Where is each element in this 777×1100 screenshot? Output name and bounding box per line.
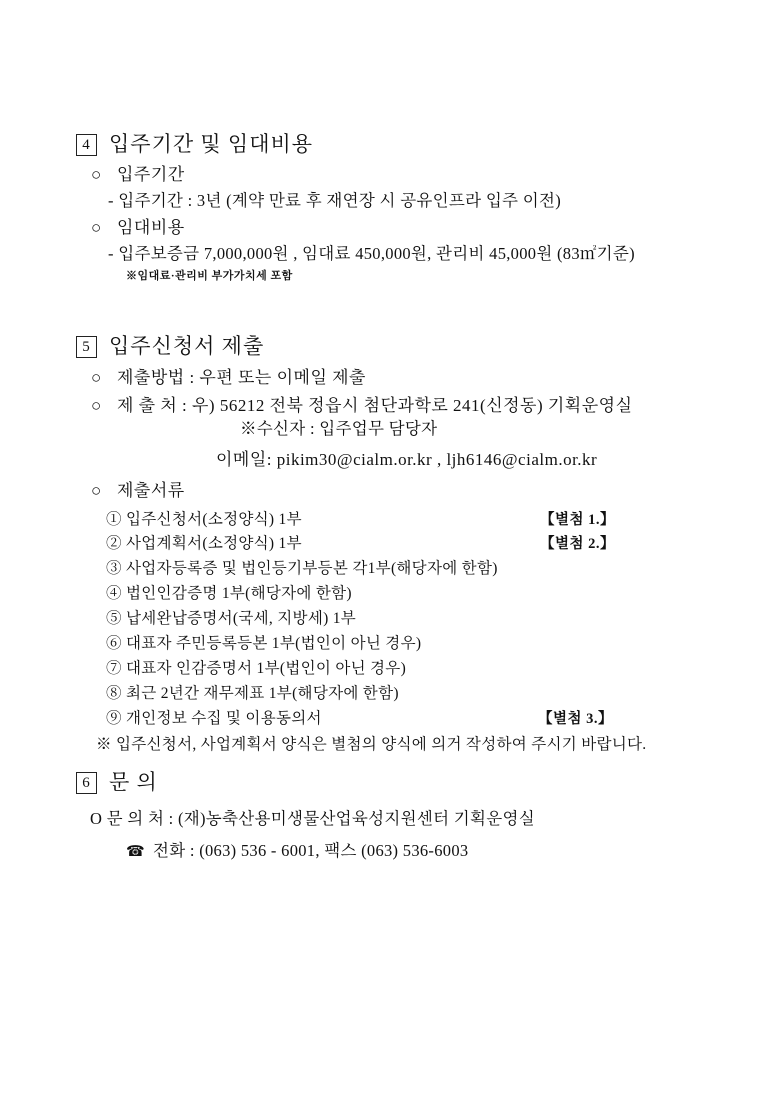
item-text: 대표자 인감증명서 1부(법인이 아닌 경우) bbox=[126, 660, 407, 677]
contact-line: O 문 의 처 : (재)농축산용미생물산업육성지원센터 기획운영실 bbox=[90, 809, 535, 828]
docs-heading bbox=[91, 476, 185, 501]
item-number: ⑥ bbox=[106, 635, 122, 652]
list-item bbox=[106, 556, 498, 578]
phone-icon: ☎ bbox=[126, 844, 145, 860]
period-heading bbox=[91, 160, 185, 185]
section-number-box: 6 bbox=[76, 772, 97, 794]
bullet: ○ bbox=[91, 368, 102, 387]
section-title-text: 입주신청서 제출 bbox=[109, 334, 265, 358]
item-text: 사업자등록증 및 법인등기부등본 각1부(해당자에 한함) bbox=[126, 560, 498, 577]
bullet: ○ bbox=[91, 481, 102, 500]
item-text: 법인인감증명 1부(해당자에 한함) bbox=[126, 585, 352, 602]
item-number: ④ bbox=[106, 585, 122, 602]
address-line-text: 제 출 처 : 우) 56212 전북 정읍시 첨단과학로 241(신정동) 기획운영실 bbox=[117, 396, 633, 415]
item-number: ⑤ bbox=[106, 610, 122, 627]
section-5-title bbox=[76, 330, 264, 360]
section-6-title bbox=[76, 766, 158, 796]
list-item bbox=[106, 507, 302, 529]
section-4-title bbox=[76, 128, 313, 158]
list-item bbox=[106, 681, 399, 703]
item-text: 최근 2년간 재무제표 1부(해당자에 한함) bbox=[126, 685, 399, 702]
period-heading-text: 입주기간 bbox=[117, 165, 185, 184]
recipient-line: ※수신자 : 입주업무 담당자 bbox=[240, 419, 438, 438]
list-item bbox=[106, 706, 322, 728]
item-number: ⑨ bbox=[106, 710, 122, 727]
period-line: - 입주기간 : 3년 (계약 만료 후 재연장 시 공유인프라 입주 이전) bbox=[108, 191, 561, 210]
attachment-label: 【별첨 1.】 bbox=[540, 512, 616, 528]
list-item bbox=[106, 656, 406, 678]
method-line-text: 제출방법 : 우편 또는 이메일 제출 bbox=[117, 368, 366, 387]
section-title-text: 입주기간 및 임대비용 bbox=[109, 132, 314, 156]
method-line bbox=[91, 363, 366, 388]
bullet: ○ bbox=[91, 396, 102, 415]
list-item bbox=[106, 631, 421, 653]
section-title-text: 문 의 bbox=[109, 770, 158, 794]
item-text: 개인정보 수집 및 이용동의서 bbox=[126, 710, 322, 727]
item-number: ① bbox=[106, 511, 122, 528]
address-line bbox=[91, 391, 633, 416]
attachment-label: 【별첨 2.】 bbox=[540, 536, 616, 552]
list-item bbox=[106, 606, 356, 628]
item-text: 납세완납증명서(국세, 지방세) 1부 bbox=[126, 610, 357, 627]
email-line: 이메일: pikim30@cialm.or.kr , ljh6146@cialm.or.kr bbox=[216, 450, 598, 469]
item-number: ③ bbox=[106, 560, 122, 577]
form-note: ※ 입주신청서, 사업계획서 양식은 별첨의 양식에 의거 작성하여 주시기 바랍니다. bbox=[96, 736, 647, 753]
list-item bbox=[106, 531, 302, 553]
list-item bbox=[106, 581, 352, 603]
item-number: ⑧ bbox=[106, 685, 122, 702]
section-number-box: 5 bbox=[76, 336, 97, 358]
item-number: ⑦ bbox=[106, 660, 122, 677]
cost-heading-text: 임대비용 bbox=[117, 218, 185, 237]
cost-line: - 입주보증금 7,000,000원 , 임대료 450,000원, 관리비 45,000원 (83㎡기준) bbox=[108, 244, 635, 263]
cost-heading bbox=[91, 213, 185, 238]
item-number: ② bbox=[106, 535, 122, 552]
item-text: 입주신청서(소정양식) 1부 bbox=[126, 511, 302, 528]
cost-note: ※임대료·관리비 부가가치세 포함 bbox=[126, 270, 293, 282]
docs-heading-text: 제출서류 bbox=[117, 481, 185, 500]
bullet: ○ bbox=[91, 165, 102, 184]
bullet: ○ bbox=[91, 218, 102, 237]
phone-line-text: 전화 : (063) 536 - 6001, 팩스 (063) 536-6003 bbox=[152, 841, 469, 860]
item-text: 대표자 주민등록등본 1부(법인이 아닌 경우) bbox=[126, 635, 422, 652]
phone-line bbox=[126, 837, 468, 861]
attachment-label: 【별첨 3.】 bbox=[538, 711, 614, 727]
item-text: 사업계획서(소정양식) 1부 bbox=[126, 535, 302, 552]
section-number-box: 4 bbox=[76, 134, 97, 156]
